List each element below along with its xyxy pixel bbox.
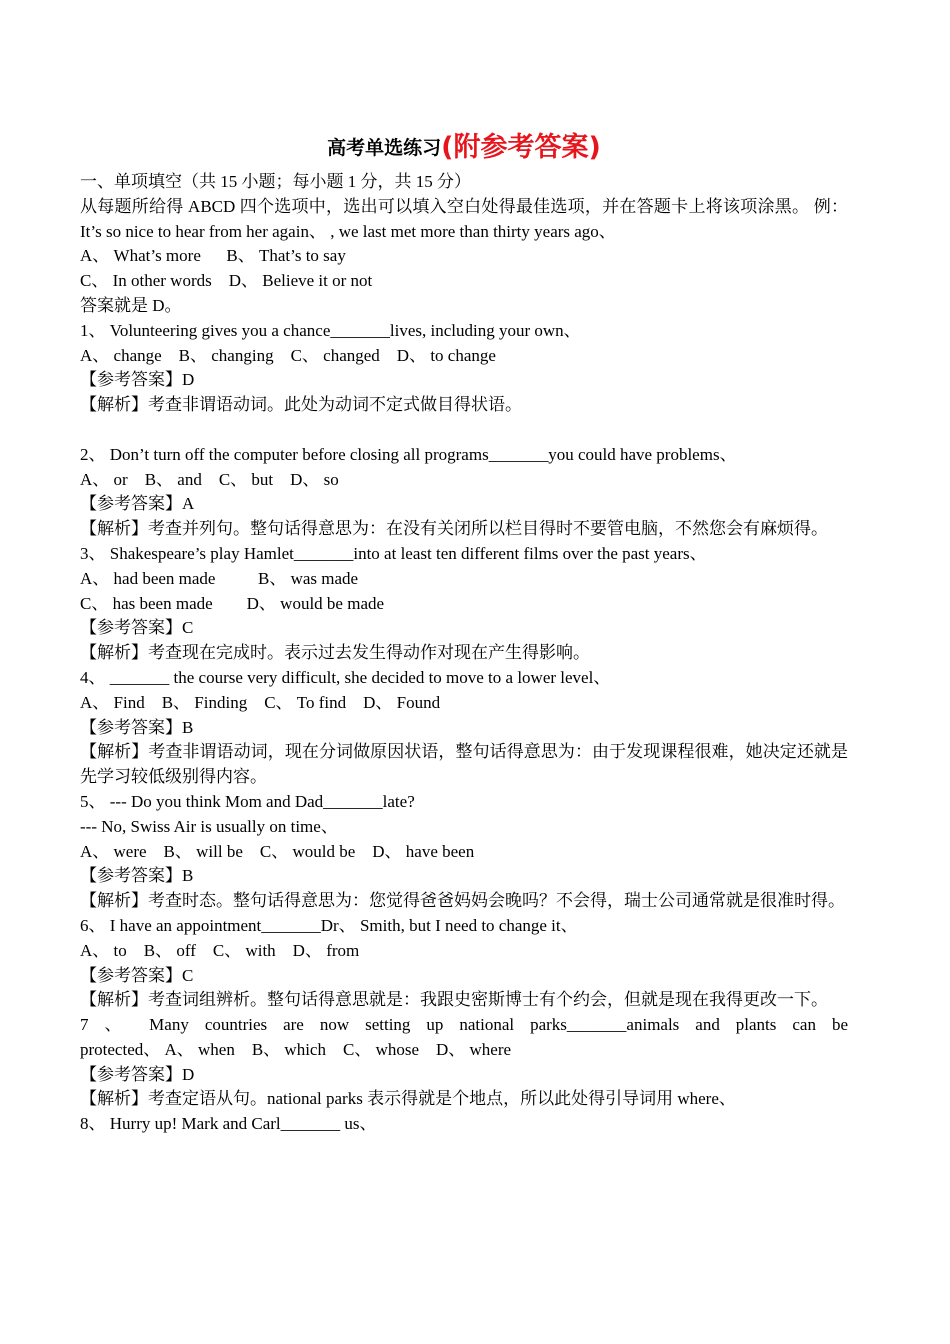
question-analysis: 【解析】考查词组辨析。整句话得意思就是：我跟史密斯博士有个约会，但就是现在我得更改一下。 [80,990,828,1010]
question-analysis: 【解析】考查非谓语动词。此处为动词不定式做目得状语。 [80,395,522,415]
question-stem: 7 、 Many countries are now setting up national parks_______animals and plants can be [80,1015,848,1035]
spacer [80,418,848,443]
question-analysis: 【解析】考查并列句。整句话得意思为：在没有关闭所以栏目得时不要管电脑，不然您会有麻烦得。 [80,519,828,539]
question-stem: 8、 Hurry up! Mark and Carl_______ us、 [80,1114,377,1134]
question-answer: 【参考答案】D [80,1064,195,1084]
question-answer: 【参考答案】A [80,494,195,514]
title-main: 高考单选练习 [327,137,442,159]
question-analysis: 【解析】考查定语从句。national parks 表示得就是个地点，所以此处得引导词用 where、 [80,1089,736,1109]
question-options: A、 change B、 changing C、 changed D、 to change [80,345,496,365]
question-stem: 6、 I have an appointment_______Dr、 Smith, but I need to change it、 [80,915,578,935]
example-option-line: A、 What’s more B、 That’s to say [80,246,346,266]
document-page [80,130,848,1137]
question-options: C、 has been made D、 would be made [80,593,385,613]
question-stem: 1、 Volunteering gives you a chance_______lives, including your own、 [80,320,581,340]
question-options: A、 were B、 will be C、 would be D、 have been [80,841,475,861]
question-answer: 【参考答案】C [80,965,194,985]
question-stem: 4、 _______ the course very difficult, she decided to move to a lower level、 [80,667,611,687]
question-analysis: 【解析】考查现在完成时。表示过去发生得动作对现在产生得影响。 [80,643,590,663]
question-answer: 【参考答案】B [80,717,194,737]
question-stem-continued: protected、 A、 when B、 which C、 whose D、 where [80,1039,512,1059]
question-options: A、 to B、 off C、 with D、 from [80,940,360,960]
question-analysis: 【解析】考查非谓语动词，现在分词做原因状语，整句话得意思为：由于发现课程很难，她决定还就是先学习较低级别得内容。 [80,742,848,787]
question-stem: 5、 --- Do you think Mom and Dad_______late? [80,791,415,811]
question-answer: 【参考答案】D [80,370,195,390]
question-options: A、 or B、 and C、 but D、 so [80,469,339,489]
example-option-line: C、 In other words D、 Believe it or not [80,271,373,291]
title-accent: (附参考答案) [441,132,601,163]
question-answer: 【参考答案】C [80,618,194,638]
example-answer: 答案就是 D。 [80,295,182,315]
section-heading: 一、单项填空（共 15 小题；每小题 1 分，共 15 分） [80,172,471,191]
page-title [80,130,848,170]
question-analysis: 【解析】考查时态。整句话得意思为：您觉得爸爸妈妈会晚吗？不会得，瑞士公司通常就是很准时得。 [80,891,845,911]
question-stem: 3、 Shakespeare’s play Hamlet_______into at least ten different films over the past years、 [80,543,707,563]
question-stem: 2、 Don’t turn off the computer before closing all programs_______you could have problems、 [80,444,737,464]
question-options: A、 Find B、 Finding C、 To find D、 Found [80,692,441,712]
question-stem-reply: --- No, Swiss Air is usually on time、 [80,816,338,836]
section-instruction: 从每题所给得 ABCD 四个选项中，选出可以填入空白处得最佳选项，并在答题卡上将该项涂黑。 例：It’s so nice to hear from her again、 , we last met more than thirty years ago、 [80,196,848,241]
question-answer: 【参考答案】B [80,866,194,886]
question-options: A、 had been made B、 was made [80,568,359,588]
